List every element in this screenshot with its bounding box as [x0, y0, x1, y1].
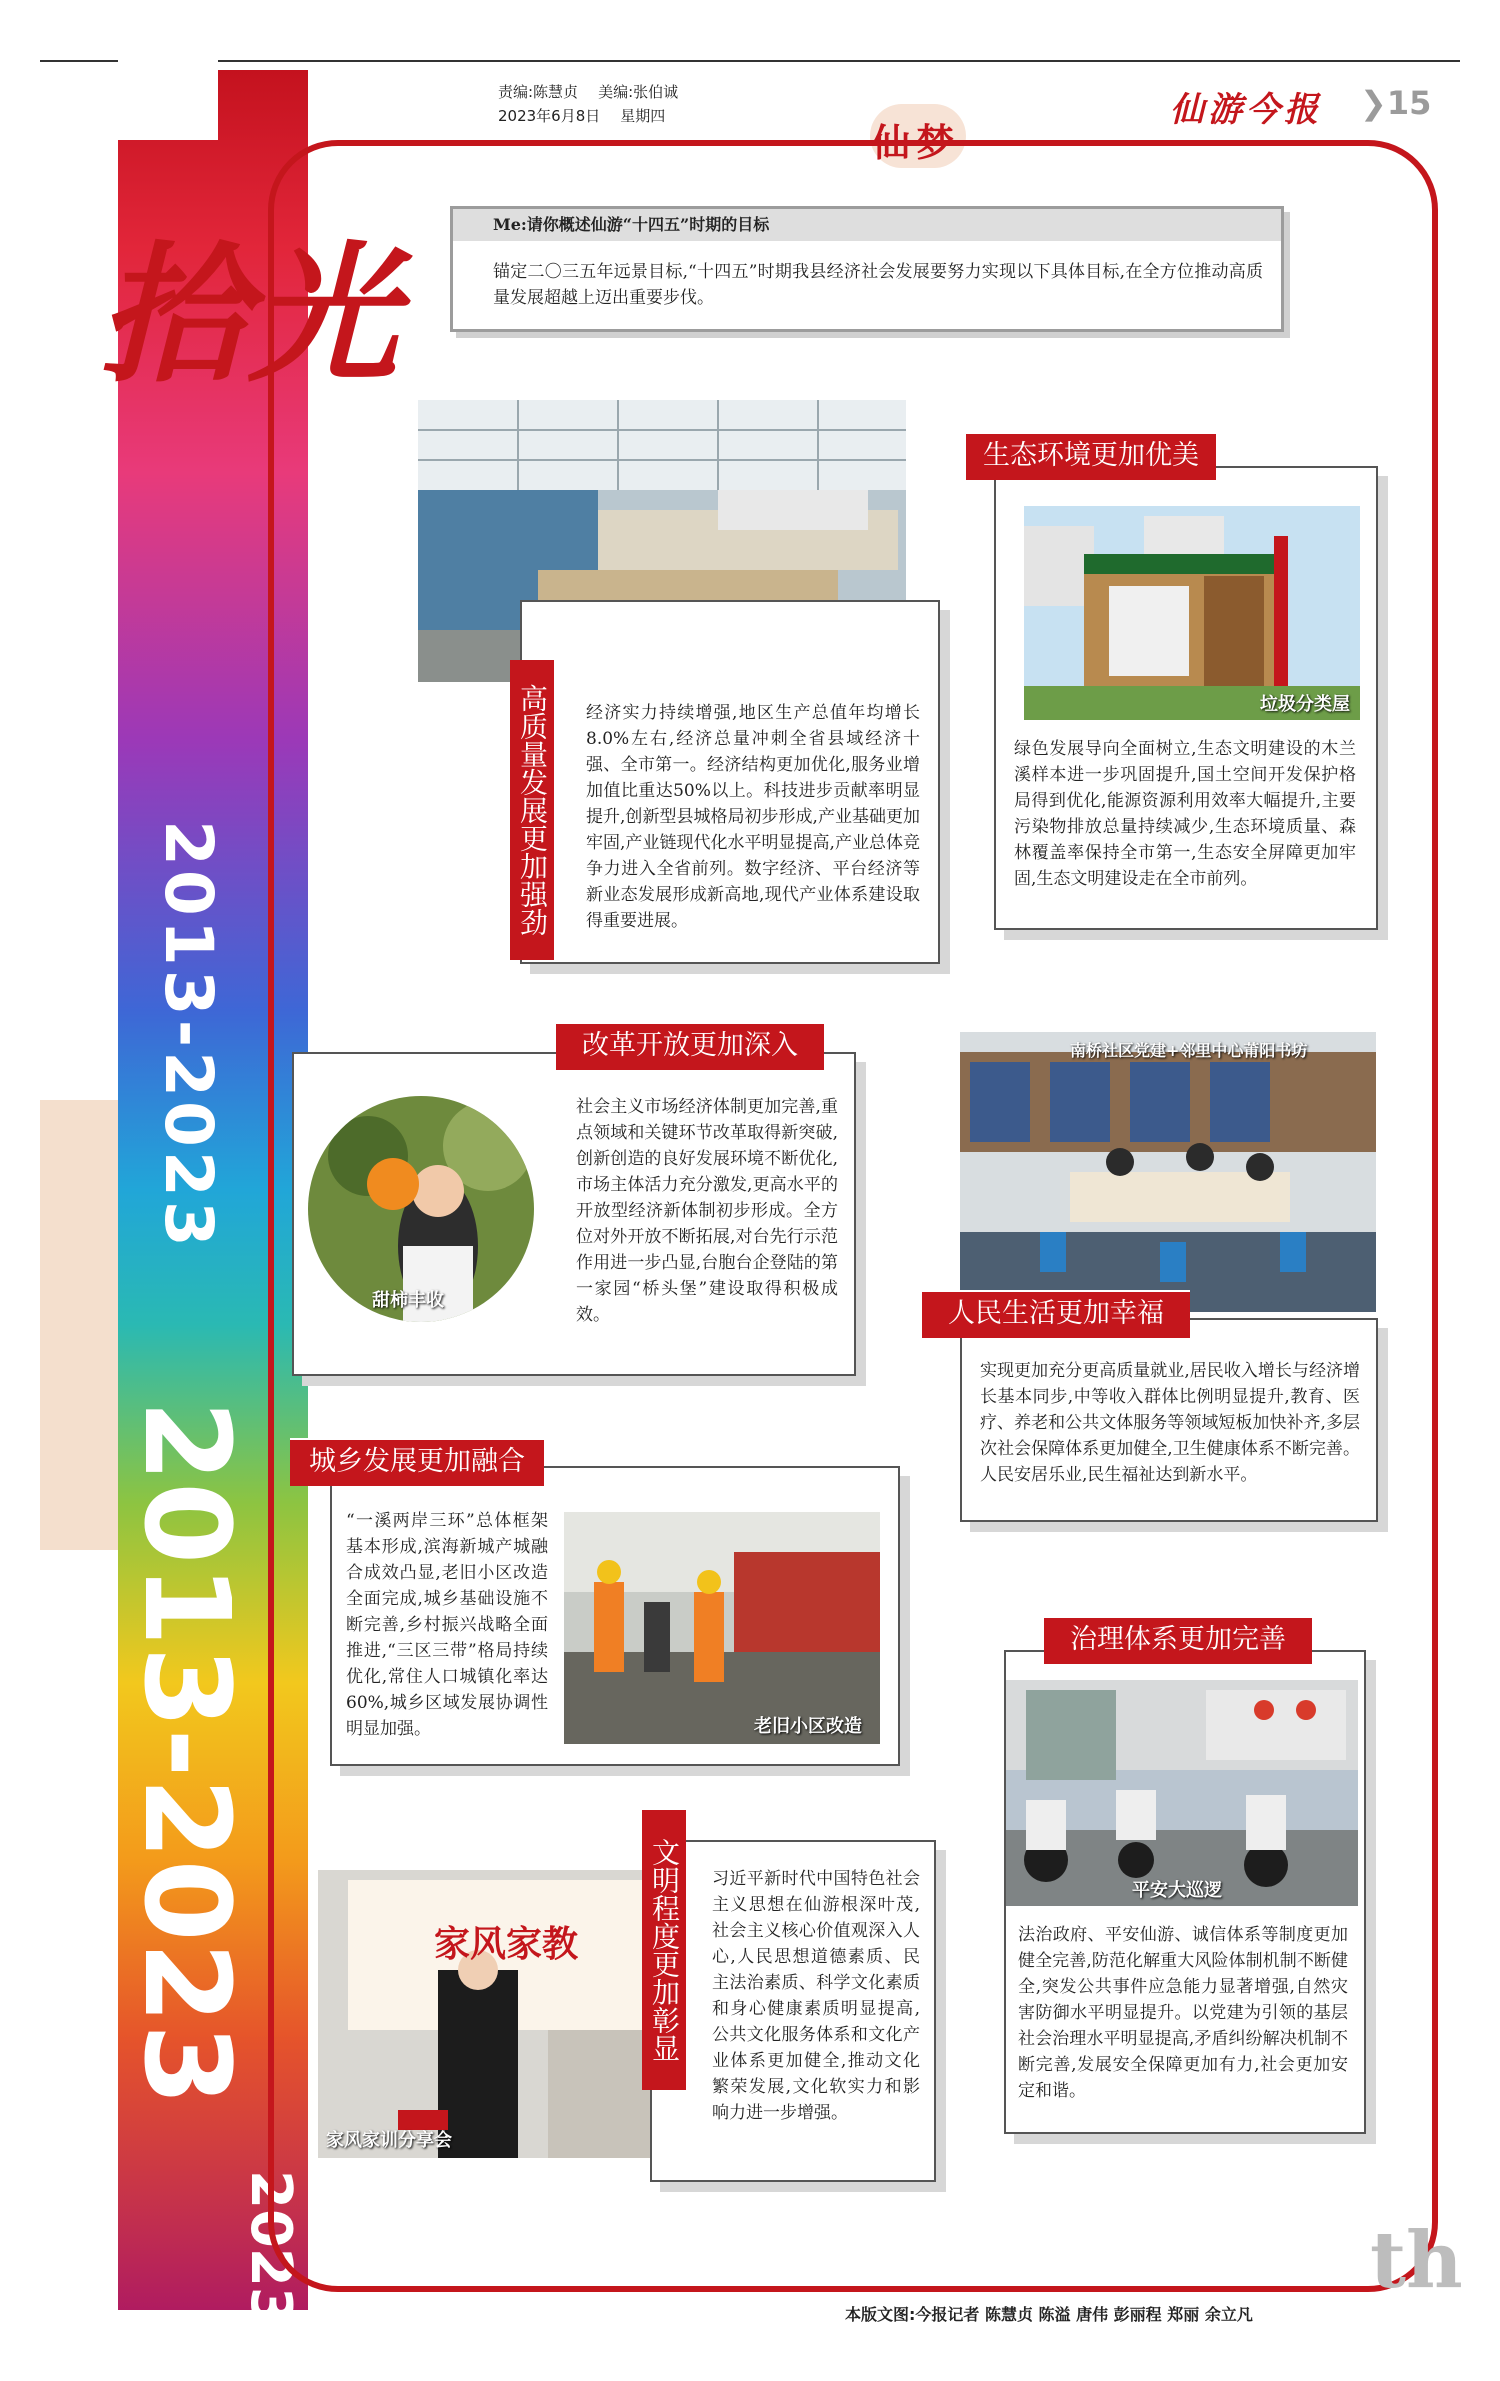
qa-question: Me:请你概述仙游“十四五”时期的目标 [453, 209, 1281, 241]
civilization-card [650, 1840, 936, 2182]
reading-room-photo [960, 1032, 1376, 1312]
photo-credit: 本版文图:今报记者 陈慧贞 陈溢 唐伟 彭丽程 郑丽 余立凡 [845, 2305, 1253, 2324]
banner-years-bottom: 2023 [238, 2170, 303, 2326]
reading-room-caption: 南桥社区党建+邻里中心莆阳书坊 [1070, 1041, 1308, 1060]
designer-credit: 美编:张伯诚 [598, 83, 679, 101]
governance-card [1004, 1650, 1366, 2134]
banner-years-small: 2013-2023 [150, 820, 227, 1251]
persimmon-photo [308, 1096, 534, 1322]
sorting-house-art [1024, 506, 1360, 720]
economy-card [520, 600, 940, 964]
urban-rural-tag: 城乡发展更加融合 [290, 1438, 544, 1486]
header-meta [498, 80, 698, 128]
patrol-caption: 平安大巡逻 [1132, 1880, 1222, 1901]
banner-title: 拾光 [98, 227, 399, 403]
sorting-house-caption: 垃圾分类屋 [1260, 694, 1350, 715]
page-number-value: 15 [1386, 84, 1432, 122]
reform-card [292, 1052, 856, 1376]
issue-weekday: 星期四 [620, 107, 666, 125]
page-number [1360, 84, 1431, 122]
livelihood-text: 实现更加充分更高质量就业,居民收入增长与经济增长基本同步,中等收入群体比例明显提升,教育、医疗、养老和公共文体服务等领域短板加快补齐,多层次社会保障体系更加健全,卫生健康体系不断完善。人民安居乐业,民生福祉达到新水平。 [980, 1361, 1360, 1485]
economy-text: 经济实力持续增强,地区生产总值年均增长8.0%左右,经济总量冲刺全省县域经济十强、全市第一。经济结构更加优化,服务业增加值比重达50%以上。科技进步贡献率明显提升,创新型县城格局初步形成,产业基础更加牢固,产业链现代化水平明显提高,产业总体竞争力进入全省前列。数字经济、平台经济等新业态发展形成新高地,现代产业体系建设取得重要进展。 [586, 703, 920, 931]
family-lecture-caption: 家风家训分享会 [326, 2130, 452, 2151]
qa-box [450, 206, 1284, 332]
editor-credit: 责编:陈慧贞 [498, 83, 579, 101]
issue-date: 2023年6月8日 [498, 107, 601, 125]
paper-logo: 仙游今报 [1170, 90, 1322, 130]
reform-tag: 改革开放更加深入 [556, 1022, 824, 1070]
urban-rural-text: “一溪两岸三环”总体框架基本形成,滨海新城产城融合成效凸显,老旧小区改造全面完成,城乡基础设施不断完善,乡村振兴战略全面推进,“三区三带”格局持续优化,常住人口城镇化率达60%,城乡区域发展协调性明显加强。 [346, 1511, 548, 1739]
sorting-house-photo [1024, 506, 1360, 720]
livelihood-card [960, 1318, 1378, 1522]
reform-text: 社会主义市场经济体制更加完善,重点领域和关键环节改革取得新突破,创新创造的良好发展环境不断优化,市场主体活力充分激发,更高水平的开放型经济新体制初步形成。全方位对外开放不断拓展,对台先行示范作用进一步凸显,台胞台企登陆的第一家园“桥头堡”建设取得积极成效。 [576, 1097, 838, 1325]
section-name: 仙梦 [872, 120, 961, 165]
band-notch [118, 60, 218, 140]
top-rule [40, 60, 1460, 62]
persimmon-caption: 甜柿丰收 [372, 1290, 444, 1311]
banner-years-large: 2013-2023 [118, 1400, 256, 2106]
qa-answer: 锚定二〇三五年远景目标,“十四五”时期我县经济社会发展要努力实现以下具体目标,在全方位推动高质量发展超越上迈出重要步伐。 [493, 262, 1263, 308]
family-lecture-art [318, 1870, 678, 2158]
family-lecture-screen-title: 家风家教 [434, 1923, 579, 1965]
civilization-text: 习近平新时代中国特色社会主义思想在仙游根深叶茂,社会主义核心价值观深入人心,人民思想道德素质、民主法治素质、科学文化素质和身心健康素质明显提高,公共文化服务体系和文化产业体系更加健全,推动文化繁荣发展,文化软实力和影响力进一步增强。 [712, 1869, 920, 2123]
livelihood-tag: 人民生活更加幸福 [922, 1290, 1190, 1338]
patrol-photo [1006, 1680, 1358, 1906]
ecology-text: 绿色发展导向全面树立,生态文明建设的木兰溪样本进一步巩固提升,国土空间开发保护格局得到优化,能源资源利用效率大幅提升,主要污染物排放总量持续减少,生态环境质量、森林覆盖率保持全市第一,生态安全屏障更加牢固,生态文明建设走在全市前列。 [1014, 739, 1356, 889]
patrol-art [1006, 1680, 1358, 1906]
urban-rural-card [330, 1466, 900, 1766]
reading-room-art [960, 1032, 1376, 1312]
family-lecture-photo [318, 1870, 678, 2158]
road-works-art [564, 1512, 880, 1744]
road-works-photo [564, 1512, 880, 1744]
civilization-tag: 文明程度更加彰显 [642, 1810, 686, 2090]
th-logo: th [1370, 2215, 1463, 2306]
economy-tag: 高质量发展更加强劲 [510, 660, 554, 960]
page-chevron-icon: ❯ [1360, 84, 1387, 122]
governance-tag: 治理体系更加完善 [1044, 1616, 1312, 1664]
ecology-card [994, 466, 1378, 930]
governance-text: 法治政府、平安仙游、诚信体系等制度更加健全完善,防范化解重大风险体制机制不断健全,突发公共事件应急能力显著增强,自然灾害防御水平明显提升。以党建为引领的基层社会治理水平明显提高,矛盾纠纷解决机制不断完善,发展安全保障更加有力,社会更加安定和谐。 [1018, 1925, 1348, 2101]
ecology-tag: 生态环境更加优美 [966, 432, 1216, 480]
band-accent [40, 1100, 118, 1550]
road-works-caption: 老旧小区改造 [754, 1716, 862, 1737]
